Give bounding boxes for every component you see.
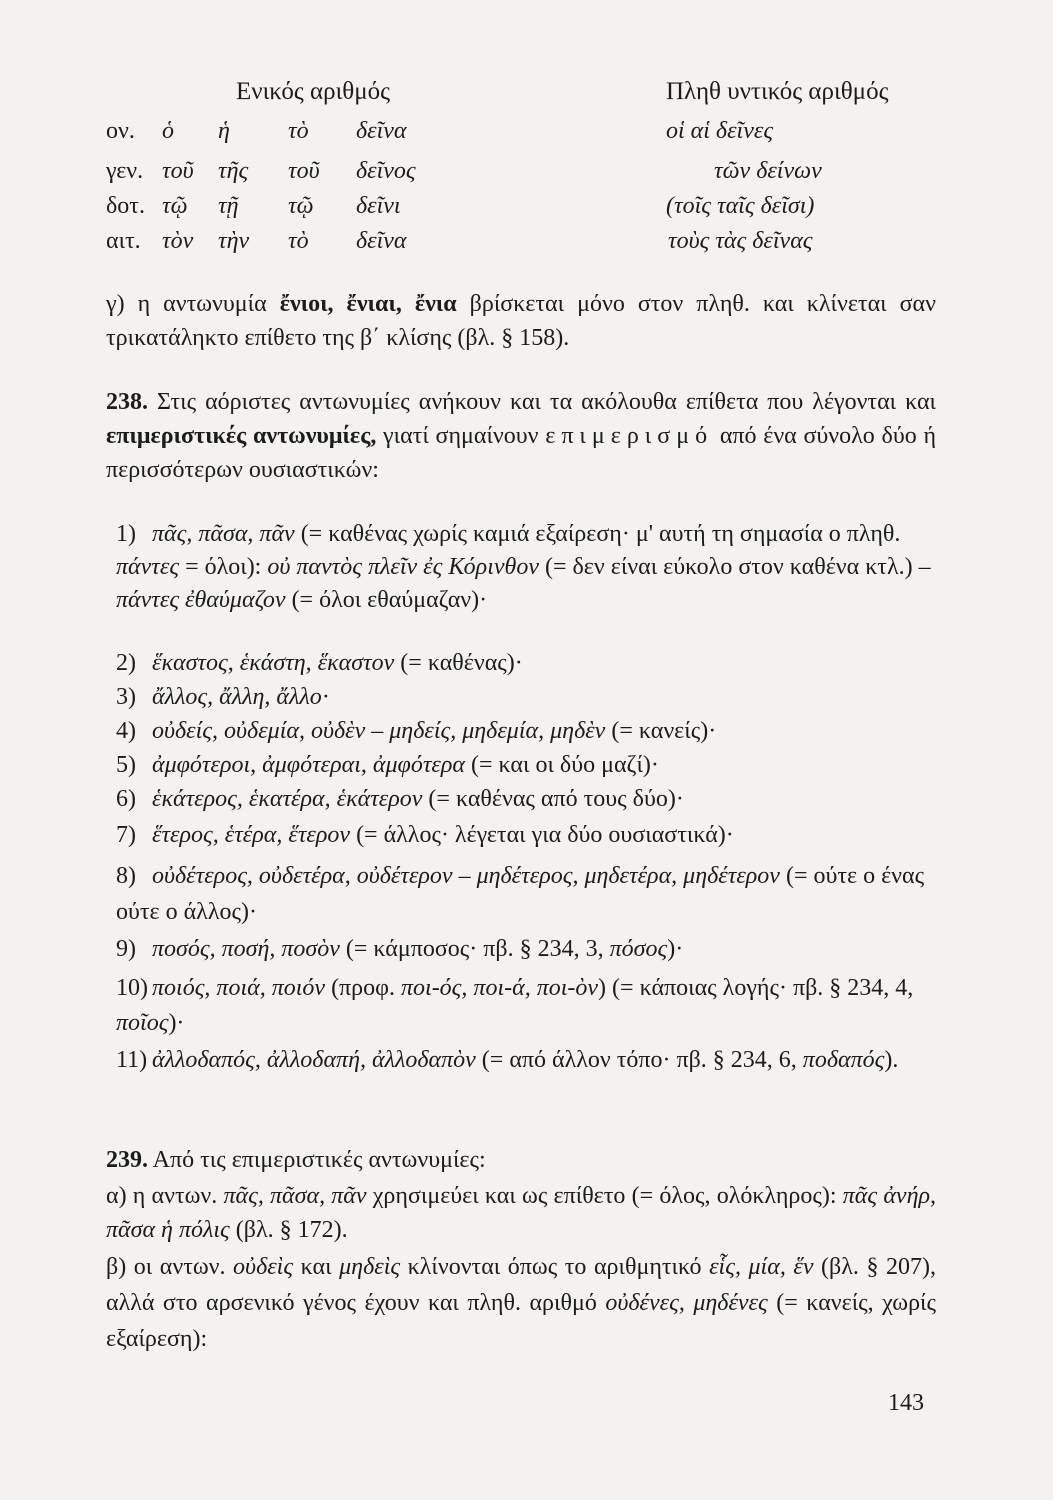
form-masc: τῷ (162, 193, 188, 219)
forms: μηδεὶς (339, 1254, 401, 1280)
forms: ποι-ός, ποι-ά, ποι-ὸν (401, 975, 599, 1001)
example: οὐ παντὸς πλεῖν ἐς Κόρινθον (267, 554, 539, 580)
text: Από τις επιμεριστικές αντωνυμίες: (148, 1147, 486, 1173)
forms: ἑκάτερος, ἑκατέρα, ἑκάτερον (152, 786, 423, 812)
section-number: 238. (106, 389, 148, 415)
list-item (116, 749, 936, 781)
text: (βλ. § 207), αλλά στο αρσενικό γένος έχουν και πληθ. αριθμό (106, 1254, 936, 1316)
list-item (116, 681, 936, 713)
form-noun: δεῖνι (356, 193, 401, 219)
forms: οὐδένες, μηδένες (605, 1290, 768, 1316)
list-item (116, 819, 936, 851)
item-label: 2) (116, 650, 136, 676)
text: (βλ. § 172). (229, 1217, 348, 1243)
singular-header: Ενικός αριθμός (236, 78, 391, 105)
text: από ένα σύνολο δύο ή περισσότερων ουσιαστικών: (106, 423, 936, 483)
form-fem: τῆς (218, 158, 249, 184)
item-label: 11) (116, 1047, 148, 1073)
text: (= και οι δύο μαζί)· (465, 752, 659, 778)
form-fem: τῇ (218, 193, 239, 219)
text: )· (168, 1010, 185, 1036)
item-label: 8) (116, 863, 136, 889)
text: (= ούτε ο ένας ούτε ο άλλος)· (116, 863, 925, 925)
text: β) οι αντων. (106, 1254, 234, 1280)
item-label: 5) (116, 752, 136, 778)
list-item (116, 971, 936, 1041)
text: (= καθένας)· (394, 650, 523, 676)
text: (προφ. (325, 975, 401, 1001)
text: Στις αόριστες αντωνυμίες ανήκουν και τα ακόλουθα επίθετα που λέγονται και (148, 389, 936, 415)
form-masc: ὁ (162, 118, 174, 144)
forms: ἕτερος, ἑτέρα, ἕτερον (152, 822, 351, 848)
text: (= καθένας από τους δύο)· (422, 786, 684, 812)
form-neut: τὸ (288, 118, 309, 144)
forms: ποδαπός (802, 1047, 885, 1073)
bold-term: επιμεριστικές αντωνυμίες, (106, 423, 377, 449)
form-noun: δεῖνα (356, 118, 407, 144)
item-label: 3) (116, 684, 136, 710)
text: (= άλλος· λέγεται για δύο ουσιαστικά)· (350, 822, 734, 848)
case-label: γεν. (106, 158, 144, 184)
form-masc: τὸν (162, 228, 194, 254)
text: (= κανείς)· (605, 718, 717, 744)
text: γ) η αντωνυμία (106, 291, 280, 317)
text: (= κανείς, χωρίς εξαίρεση): (106, 1290, 937, 1352)
list-item (116, 1042, 936, 1078)
section-239 (106, 1143, 936, 1177)
section-238 (106, 385, 936, 487)
plural-forms: τῶν δείνων (714, 158, 822, 184)
form-neut: τοῦ (288, 158, 320, 184)
example: πᾶς ἀνήρ, πᾶσα ἡ πόλις (106, 1183, 936, 1243)
paragraph-gamma (106, 287, 936, 355)
text: ) (= κάποιας λογής· πβ. § 234, 4, (598, 975, 914, 1001)
item-label: 9) (116, 936, 136, 962)
forms: πάντες (116, 554, 180, 580)
text: ). (884, 1047, 899, 1073)
list-item (116, 715, 936, 747)
forms: πᾶς, πᾶσα, πᾶν (223, 1183, 367, 1209)
list-item (116, 518, 936, 617)
case-label: δοτ. (106, 193, 145, 219)
plural-forms: οἱ αἱ δεῖνες (666, 118, 774, 144)
plural-header: Πληθ υντικός αριθμός (666, 78, 889, 105)
list-item (116, 933, 936, 965)
text: βρίσκεται μόνο στον πληθ. και κλίνεται σαν τρικατάληκτο επίθετο της β΄ κλίσης (βλ. § 158). (106, 291, 936, 351)
forms: οὐδείς, οὐδεμία, οὐδὲν – μηδείς, μηδεμία, μηδὲν (152, 718, 606, 744)
form-neut: τῷ (288, 193, 314, 219)
text: και (293, 1254, 340, 1280)
form-noun: δεῖνος (356, 158, 416, 184)
page-number: 143 (888, 1390, 924, 1416)
form-neut: τὸ (288, 228, 309, 254)
forms: ποῖος (116, 1010, 169, 1036)
forms: πόσος (609, 936, 668, 962)
form-masc: τοῦ (162, 158, 194, 184)
list-item (116, 783, 936, 815)
forms: ἕκαστος, ἑκάστη, ἕκαστον (152, 650, 395, 676)
text: (= όλοι εθαύμαζαν)· (285, 587, 488, 613)
form-fem: τὴν (218, 228, 250, 254)
forms: οὐδέτερος, οὐδετέρα, οὐδέτερον – μηδέτερος, μηδετέρα, μηδέτερον (152, 863, 780, 889)
text: (= δεν είναι εύκολο στον καθένα κτλ.) – (538, 554, 931, 580)
section-number: 239. (106, 1147, 148, 1173)
case-label: ον. (106, 118, 135, 144)
text: κλίνονται όπως το αριθμητικό (400, 1254, 710, 1280)
text: γιατί σημαίνουν (376, 423, 546, 449)
forms: εἷς, μία, ἕν (709, 1254, 814, 1280)
list-item (116, 858, 936, 930)
list-item (116, 647, 936, 679)
plural-forms: (τοῖς ταῖς δεῖσι) (666, 193, 815, 219)
paragraph-beta (106, 1249, 936, 1357)
text: α) η αντων. (106, 1183, 224, 1209)
form-fem: ἡ (218, 118, 230, 144)
forms: πᾶς, πᾶσα, πᾶν (152, 521, 295, 547)
text: (= από άλλον τόπο· πβ. § 234, 6, (475, 1047, 803, 1073)
paragraph-alpha (106, 1179, 936, 1247)
forms: ποιός, ποιά, ποιόν (152, 975, 326, 1001)
spaced-term: επιμερισμό (545, 423, 714, 449)
case-label: αιτ. (106, 228, 141, 254)
forms: οὐδεὶς (233, 1254, 294, 1280)
form-noun: δεῖνα (356, 228, 407, 254)
text: χρησιμεύει και ως επίθετο (= όλος, ολόκληρος): (366, 1183, 843, 1209)
forms: ποσός, ποσή, ποσὸν (152, 936, 340, 962)
forms: ἄλλος, ἄλλη, ἄλλο (152, 684, 322, 710)
text: = όλοι): (179, 554, 268, 580)
item-label: 7) (116, 822, 136, 848)
item-label: 1) (116, 521, 136, 547)
text: (= καθένας χωρίς καμιά εξαίρεση· μ' αυτή τη σημασία ο πληθ. (294, 521, 901, 547)
forms: ἀμφότεροι, ἀμφότεραι, ἀμφότερα (152, 752, 465, 778)
item-label: 4) (116, 718, 136, 744)
forms: ἀλλοδαπός, ἀλλοδαπή, ἀλλοδαπὸν (152, 1047, 476, 1073)
item-label: 10) (116, 975, 148, 1001)
example: πάντες ἐθαύμαζον (116, 587, 286, 613)
item-label: 6) (116, 786, 136, 812)
plural-forms: τοὺς τὰς δεῖνας (668, 228, 813, 254)
text: · (321, 684, 330, 710)
bold-term: ἔνιοι, ἔνιαι, ἔνια (279, 291, 457, 317)
text: (= κάμποσος· πβ. § 234, 3, (339, 936, 610, 962)
text: )· (667, 936, 684, 962)
